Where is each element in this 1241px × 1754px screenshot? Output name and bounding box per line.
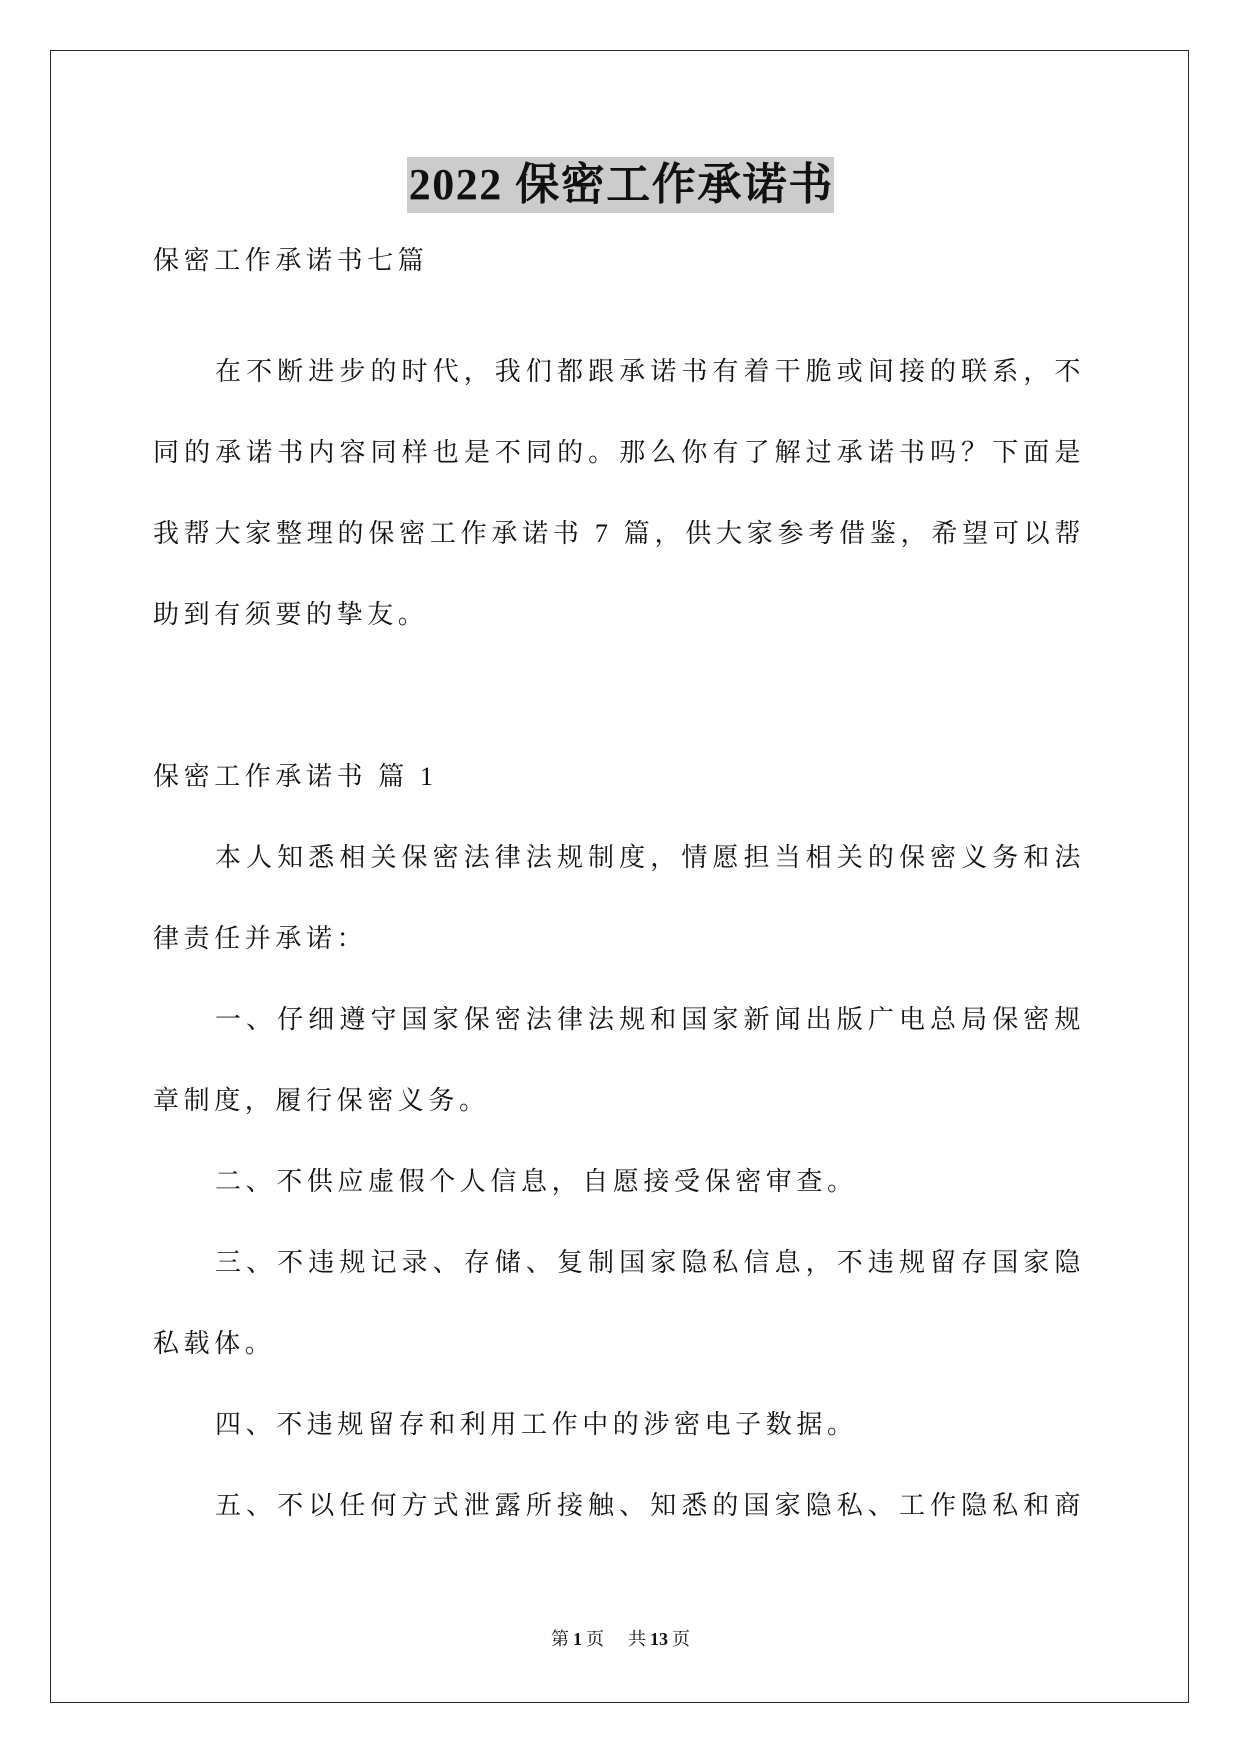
collection-title: 保密工作承诺书七篇 xyxy=(153,246,429,275)
total-pages: 13 xyxy=(650,1629,668,1649)
page-prefix: 第 xyxy=(551,1629,569,1649)
paragraph xyxy=(153,1141,1085,1222)
total-prefix: 共 xyxy=(628,1629,646,1649)
paragraph xyxy=(153,979,1085,1141)
paragraph-line: 私载体。 xyxy=(153,1329,276,1358)
total-suffix: 页 xyxy=(672,1629,690,1649)
paragraph-line: 五、不以任何方式泄露所接触、知悉的国家隐私、工作隐私和商 xyxy=(215,1491,1085,1520)
paragraph-line: 律责任并承诺： xyxy=(153,924,368,953)
paragraph-line: 一、仔细遵守国家保密法律法规和国家新闻出版广电总局保密规 xyxy=(215,1005,1085,1034)
current-page-label xyxy=(551,1629,604,1649)
paragraph-line: 章制度，履行保密义务。 xyxy=(153,1086,490,1115)
page-number: 1 xyxy=(573,1629,582,1649)
paragraph-line: 助到有须要的挚友。 xyxy=(153,600,429,629)
total-pages-label xyxy=(628,1629,690,1649)
page-suffix: 页 xyxy=(586,1629,604,1649)
paragraph xyxy=(153,1465,1085,1546)
paragraph-line: 在不断进步的时代，我们都跟承诺书有着干脆或间接的联系，不 xyxy=(215,357,1085,386)
intro-paragraph xyxy=(153,331,1085,655)
paragraph xyxy=(153,1384,1085,1465)
paragraph-line: 三、不违规记录、存储、复制国家隐私信息，不违规留存国家隐 xyxy=(215,1248,1085,1277)
document-body xyxy=(153,220,1085,1546)
paragraph-line: 同的承诺书内容同样也是不同的。那么你有了解过承诺书吗？下面是 xyxy=(153,438,1085,467)
paragraph xyxy=(153,1222,1085,1384)
paragraph-line: 二、不供应虚假个人信息，自愿接受保密审查。 xyxy=(215,1167,858,1196)
title-block xyxy=(0,157,1241,213)
page-footer xyxy=(0,1627,1241,1651)
section-1 xyxy=(153,736,1085,1546)
paragraph-line: 本人知悉相关保密法律法规制度，情愿担当相关的保密义务和法 xyxy=(215,843,1085,872)
section-heading: 保密工作承诺书 篇 1 xyxy=(153,762,438,791)
paragraph-line: 我帮大家整理的保密工作承诺书 7 篇，供大家参考借鉴，希望可以帮 xyxy=(153,519,1085,548)
paragraph-line: 四、不违规留存和利用工作中的涉密电子数据。 xyxy=(215,1410,858,1439)
paragraph xyxy=(153,817,1085,979)
document-title: 2022 保密工作承诺书 xyxy=(407,157,834,213)
